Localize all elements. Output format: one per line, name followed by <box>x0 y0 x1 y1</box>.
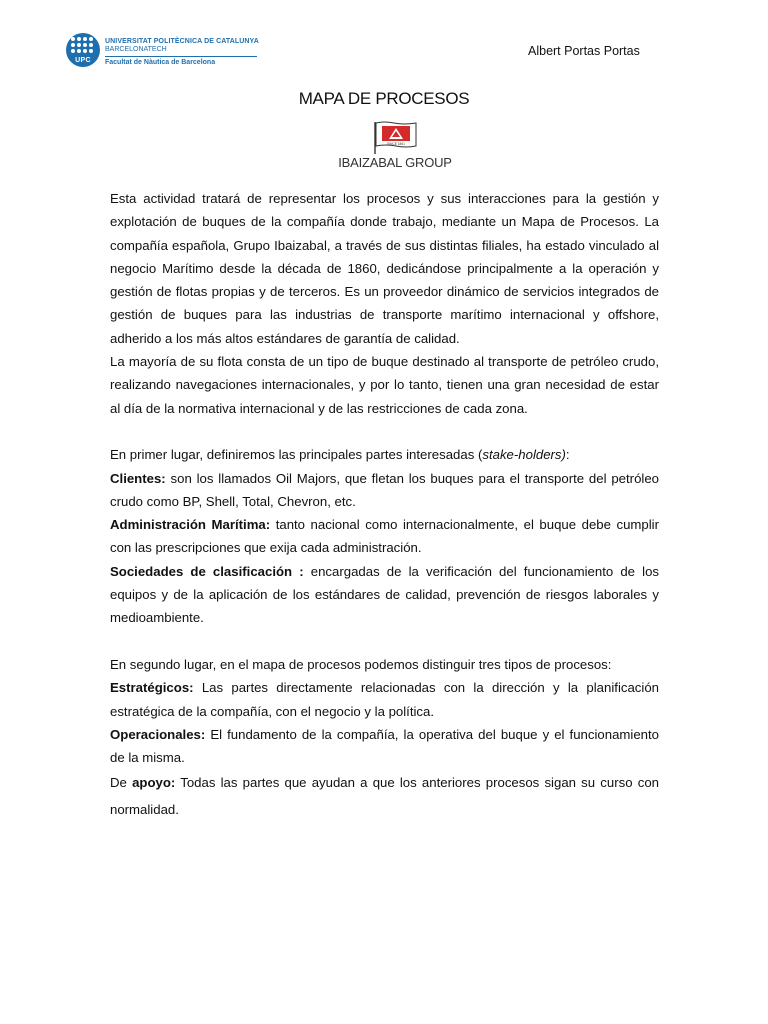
logo-divider <box>105 56 257 57</box>
ibaizabal-flag-icon <box>372 121 418 154</box>
process-label: apoyo: <box>132 775 176 791</box>
intro-paragraph: Esta actividad tratará de representar los procesos y sus interacciones para la gestión y explotación de buques de la compañía donde trabajo, mediante un Mapa de Procesos. La compañía española, Grupo Ibaizabal, a través de sus distintas filiales, ha estado vinculado al negocio Marítimo desde la década de 1860, dedicándose principalmente a la operación y gestión de flotas propias y de terceros. Es un proveedor dinámico de servicios integrados de gestión de buques para las industrias de transporte marítimo internacional y offshore, adherido a los más altos estándares de garantía de calidad. <box>110 191 659 346</box>
stakeholders-intro: En primer lugar, definiremos las principales partes interesadas (stake-holders): <box>110 447 570 463</box>
process-label: Estratégicos: <box>110 680 194 696</box>
process-item: De apoyo: Todas las partes que ayudan a que los anteriores procesos sigan su curso con normalidad. <box>110 775 659 818</box>
process-label: Operacionales: <box>110 726 206 742</box>
stakeholder-item: Clientes: son los llamados Oil Majors, que fletan los buques para el transporte del petróleo crudo como BP, Shell, Total, Chevron, etc. <box>110 470 659 509</box>
university-name: UNIVERSITAT POLITÈCNICA DE CATALUNYA <box>105 38 259 45</box>
ibaizabal-name: IBAIZABAL GROUP <box>338 155 452 170</box>
faculty-name: Facultat de Nàutica de Barcelona <box>105 59 216 66</box>
logo-since-text: SINCE 1861 <box>387 142 405 146</box>
process-item: Operacionales: El fundamento de la compañía, la operativa del buque y el funcionamiento de la misma. <box>110 726 659 766</box>
document-body <box>110 187 659 823</box>
stakeholder-item: Sociedades de clasificación : encargadas de la verificación del funcionamiento de los equipos y de la aplicación de los estándares de calidad, prevención de riesgos laborales y medioambiente. <box>110 563 659 626</box>
stakeholder-item: Administración Marítima: tanto nacional como internacionalmente, el buque debe cumplir con las prescripciones que exija cada administración. <box>110 517 659 556</box>
ibaizabal-logo <box>334 121 456 173</box>
upc-emblem-icon <box>66 33 100 67</box>
stakeholder-label: Administración Marítima: <box>110 517 271 533</box>
stakeholder-label: Clientes: <box>110 470 166 486</box>
fleet-paragraph: La mayoría de su flota consta de un tipo de buque destinado al transporte de petróleo crudo, realizando navegaciones internacionales, y por lo tanto, tienen una gran necesidad de estar al día de la normativa internacional y de las restricciones de cada zona. <box>110 354 659 416</box>
upc-badge-text: UPC <box>75 57 91 64</box>
stakeholder-label: Sociedades de clasificación : <box>110 563 304 579</box>
author-name: Albert Portas Portas <box>528 44 640 58</box>
process-intro: En segundo lugar, en el mapa de procesos podemos distinguir tres tipos de procesos: <box>110 656 612 672</box>
page-title: MAPA DE PROCESOS <box>298 89 470 108</box>
upc-logo <box>66 33 259 67</box>
university-subtitle: BARCELONATECH <box>105 46 167 53</box>
process-item: Estratégicos: Las partes directamente relacionadas con la dirección y la planificación estratégica de la compañía, con el negocio y la política. <box>110 680 659 719</box>
